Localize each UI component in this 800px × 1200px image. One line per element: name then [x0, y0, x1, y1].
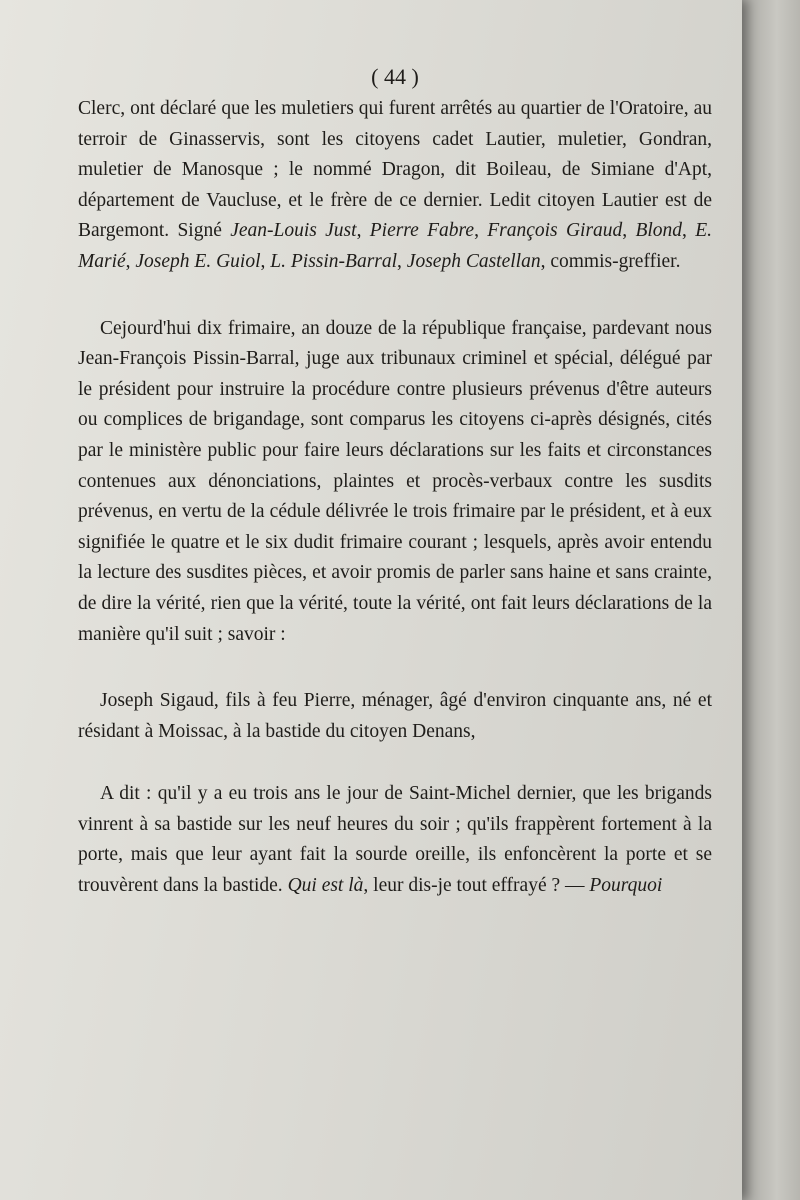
signature-name: Pierre Fabre [369, 220, 475, 242]
signature-name: Jean-Louis Just [230, 220, 357, 242]
signature-name: François Giraud [487, 220, 623, 242]
signature-name: Blond [635, 220, 683, 242]
signature-name: Joseph E. Guiol [135, 250, 261, 272]
paragraph-4-text: A dit : qu'il y a eu trois ans le jour de Saint-Michel dernier, que les brigands vinrent à sa bastide sur les neuf heures du soir ; qu'ils frappèrent fortement à la porte, mais que leur ayant fait la sourde oreille, ils enfoncèrent la porte et se trouvèrent dans la bastide. [78, 783, 712, 897]
next-page-edge [742, 0, 800, 1200]
paragraph-2: Cejourd'hui dix frimaire, an douze de la république française, pardevant nous Jean-François Pissin-Barral, juge aux tribunaux criminel et spécial, délégué par le président pour instruire la procédure contre plusieurs prévenus d'être auteurs ou complices de brigandage, sont comparus les citoyens ci-après désignés, cités par le ministère public pour faire leurs déclarations sur les faits et circonstances contenues aux dénonciations, plaintes et procès-verbaux contre les susdits prévenus, en vertu de la cédule délivrée le trois frimaire par le président, et à eux signifiée le quatre et le six dudit frimaire courant ; lesquels, après avoir entendu la lecture des susdites pièces, et avoir promis de parler sans haine et sans crainte, de dire la vérité, rien que la vérité, toute la vérité, ont fait leurs déclarations de la manière qu'il suit ; savoir : [78, 317, 712, 645]
signature-name: L. Pissin-Barral [270, 250, 398, 272]
paragraph-1-text: Clerc, ont déclaré que les muletiers qui furent arrêtés au quartier de l'Oratoire, au terroir de Ginasservis, sont les citoyens cadet Lautier, muletier, Gondran, muletier de Manosque ; le nommé Dragon, dit Boileau, de Simiane d'Apt, département de Vaucluse, et le frère de ce dernier. Ledit citoyen Lautier est de Bargemont. Signé [78, 98, 712, 242]
paragraph-4-text-cont: , leur dis-je tout effrayé ? — [363, 875, 590, 897]
signature-name: Joseph Castellan [406, 250, 541, 272]
page-number: ( 44 ) [371, 64, 419, 89]
text-block [78, 64, 712, 902]
signature-name: E. Marié [78, 220, 713, 272]
paragraph-3: Joseph Sigaud, fils à feu Pierre, ménager, âgé d'environ cinquante ans, né et résidant à Moissac, à la bastide du citoyen Denans, [78, 690, 712, 742]
paragraph-4 [78, 779, 712, 901]
paragraph-1: Clerc, ont déclaré que les muletiers qui furent arrêtés au quartier de l'Oratoire, au terroir de Ginasservis, sont les citoyens cadet Lautier, muletier, Gondran, muletier de Manosque ; le nommé Dragon, dit Boileau, de Simiane d'Apt, département de Vaucluse, et le frère de ce dernier. Ledit citoyen Lautier est de Bargemont. Signé Jean-Louis Just, Pierre Fabre, François Giraud, Blond, E. Marié, Joseph E. Guiol, L. Pissin-Barral, Joseph Castellan, commis-greffier. [78, 98, 713, 272]
catch-word: Pourquoi [589, 875, 663, 897]
dialogue-italic: Qui est là [287, 875, 364, 897]
